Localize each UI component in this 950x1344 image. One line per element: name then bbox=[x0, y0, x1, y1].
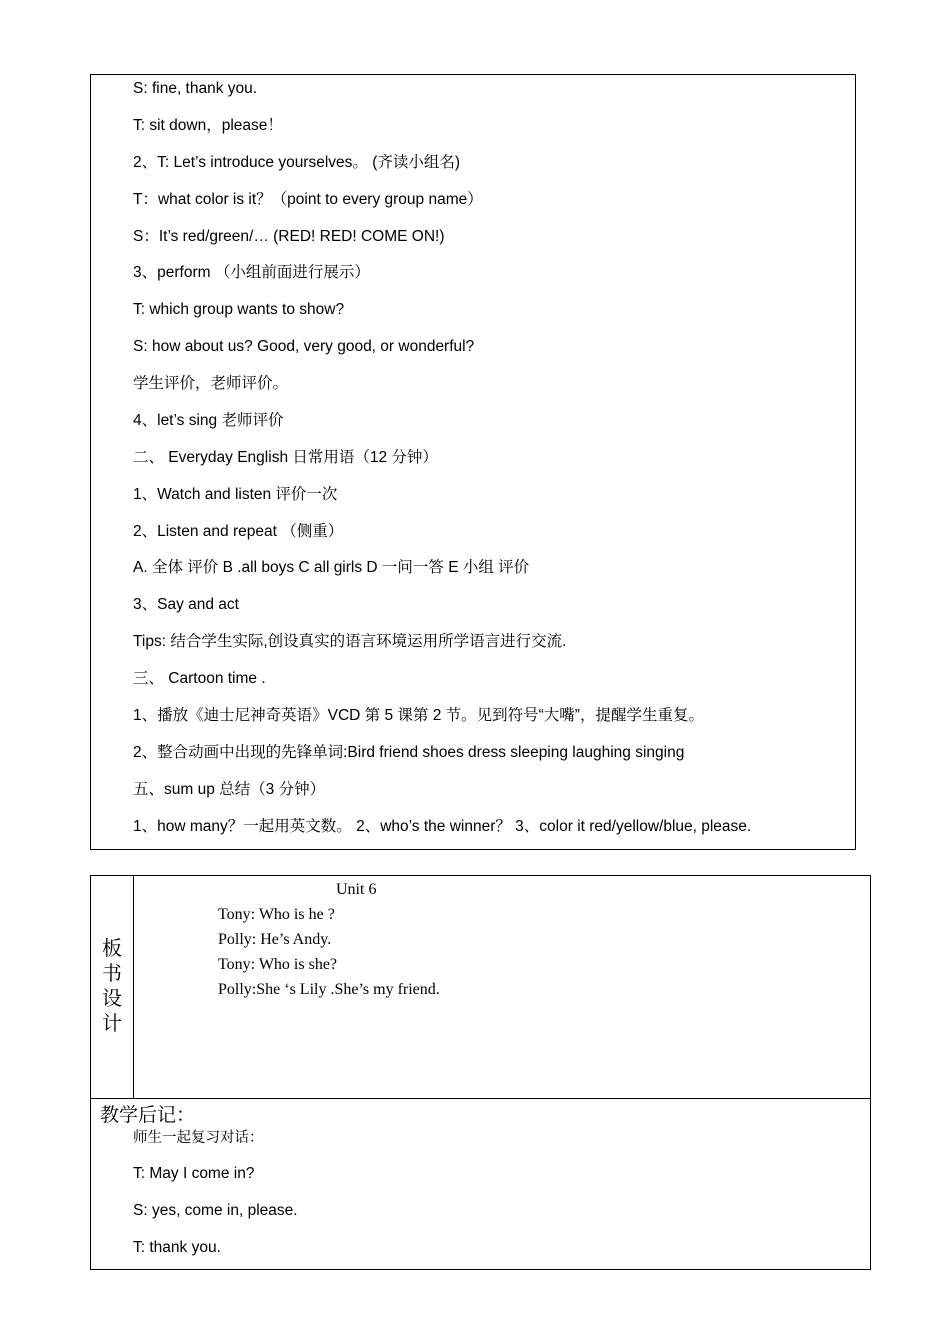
lesson-line: S：It’s red/green/… (RED! RED! COME ON!) bbox=[133, 228, 445, 245]
lesson-line: 2、Listen and repeat （侧重） bbox=[133, 523, 344, 540]
board-unit-title: Unit 6 bbox=[336, 881, 377, 898]
row-divider bbox=[91, 1098, 870, 1099]
lesson-line: T：what color is it？（point to every group name） bbox=[133, 191, 483, 208]
postscript-intro: 师生一起复习对话： bbox=[133, 1130, 264, 1146]
board-design-label: 板书设计 bbox=[102, 936, 122, 1035]
lesson-line: 2、T: Let’s introduce yourselves。 (齐读小组名) bbox=[133, 154, 461, 171]
lesson-line: 2、整合动画中出现的先锋单词:Bird friend shoes dress sleeping laughing singing bbox=[133, 744, 685, 761]
postscript-line: T: thank you. bbox=[133, 1239, 221, 1256]
section-heading: 三、 Cartoon time . bbox=[133, 670, 266, 687]
board-dialogue-line: Tony: Who is she? bbox=[218, 956, 338, 973]
board-design-table bbox=[90, 875, 871, 1270]
postscript-line: S: yes, come in, please. bbox=[133, 1202, 298, 1219]
lesson-steps-box bbox=[90, 74, 856, 850]
section-heading: 二、 Everyday English 日常用语（12 分钟） bbox=[133, 449, 438, 466]
lesson-line: 3、perform （小组前面进行展示） bbox=[133, 264, 370, 281]
lesson-line: S: how about us? Good, very good, or wonderful? bbox=[133, 338, 475, 355]
postscript-title: 教学后记： bbox=[100, 1104, 196, 1126]
section-heading: 五、sum up 总结（3 分钟） bbox=[133, 781, 326, 798]
lesson-line: 1、播放《迪士尼神奇英语》VCD 第 5 课第 2 节。见到符号“大嘴”，提醒学生重复。 bbox=[133, 707, 704, 724]
lesson-line: 4、let’s sing 老师评价 bbox=[133, 412, 284, 429]
board-dialogue-line: Polly: He’s Andy. bbox=[218, 931, 332, 948]
lesson-line: 1、how many？一起用英文数。 2、who’s the winner？ 3、color it red/yellow/blue, please. bbox=[133, 818, 752, 835]
lesson-line: 学生评价，老师评价。 bbox=[133, 375, 289, 392]
postscript-line: T: May I come in? bbox=[133, 1165, 255, 1182]
lesson-line: T: which group wants to show? bbox=[133, 301, 345, 318]
lesson-line: A. 全体 评价 B .all boys C all girls D 一问一答 E 小组 评价 bbox=[133, 559, 530, 576]
lesson-line: 1、Watch and listen 评价一次 bbox=[133, 486, 338, 503]
board-dialogue-line: Tony: Who is he ? bbox=[218, 906, 335, 923]
lesson-line: S: fine, thank you. bbox=[133, 80, 258, 97]
column-divider bbox=[133, 876, 134, 1098]
tips-line: Tips: 结合学生实际,创设真实的语言环境运用所学语言进行交流. bbox=[133, 633, 567, 650]
lesson-line: 3、Say and act bbox=[133, 596, 239, 613]
lesson-line: T: sit down，please！ bbox=[133, 117, 283, 134]
board-dialogue-line: Polly:She ‘s Lily .She’s my friend. bbox=[218, 981, 440, 998]
